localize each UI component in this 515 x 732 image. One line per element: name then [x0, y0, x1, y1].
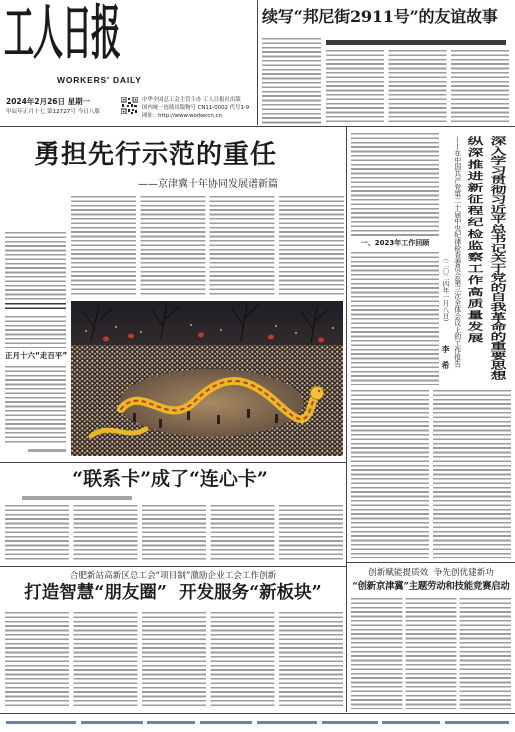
top-story-subheadline [326, 40, 506, 45]
article-body-text [5, 232, 66, 300]
footer-divider [0, 713, 515, 714]
masthead-logo: 工人日报 [4, 0, 120, 69]
masthead-divider-vertical [257, 0, 258, 125]
card-story-headline: “联系卡”成了“连心卡” [72, 468, 268, 490]
photo-caption-title: 正月十六“走百平” [5, 351, 68, 360]
dragon-dance-photo [71, 301, 343, 456]
article-body-text [351, 133, 439, 237]
article-body-text [262, 38, 321, 124]
lead-story-subheadline: ——京津冀十年协同发展谱新篇 [138, 179, 278, 190]
hefei-story-kicker: 合肥新站高新区总工会“项目制”激励企业工会工作创新 [69, 571, 277, 581]
article-body-text [71, 196, 344, 296]
card-story-byline [22, 496, 132, 500]
issue-number-line: 甲辰年正月十七 第12727号 今日八版 [6, 109, 101, 115]
footer-contact-info [6, 718, 509, 726]
photo-credit [28, 449, 66, 452]
section-divider [346, 562, 515, 563]
article-section-subheading [5, 303, 66, 312]
qr-code-icon [121, 97, 138, 114]
report-section-heading: 一、2023年工作回顾 [360, 239, 430, 247]
section-divider [0, 566, 346, 567]
article-body-text [326, 50, 509, 124]
masthead-english-name: WORKERS' DAILY [57, 75, 142, 85]
photo-caption-text [5, 366, 66, 445]
article-body-text [5, 316, 66, 348]
report-author: 李希 [441, 345, 450, 377]
hefei-story-headline: 打造智慧“朋友圈” 开发服务“新板块” [24, 583, 322, 603]
report-subtitle: ——在中国共产党第二十届中央纪律检查委员会第三次全体会议上的工作报告 [452, 136, 461, 368]
report-title-second: 纵深推进新征程纪检监察工作高质量发展 [465, 136, 484, 345]
column-divider-vertical [346, 127, 347, 712]
top-story-headline: 续写“邦尼街2911号”的友谊故事 [262, 7, 498, 26]
masthead-divider-horizontal [0, 126, 515, 127]
report-title-main: 深入学习贯彻习近平总书记关于党的自我革命的重要思想 [488, 136, 507, 380]
competition-story-kicker: 创新赋能提质效 争先创优建新功 [368, 568, 494, 578]
publisher-info: 中华全国总工会主管主办 工人日报社出版 [142, 97, 241, 103]
serial-number: 国内统一连续出版物号 CN11-0002 代号1-9 [142, 105, 250, 111]
article-body-text [5, 505, 343, 561]
report-date: （二〇二四年一月八日） [441, 255, 450, 326]
section-divider [0, 462, 346, 463]
lead-story-headline: 勇担先行示范的重任 [33, 140, 277, 170]
article-body-text [351, 252, 439, 385]
issue-date: 2024年2月26日 星期一 [6, 97, 91, 106]
dragon-head [311, 387, 324, 400]
article-body-text [351, 390, 511, 558]
website-address: 网址：http://www.workercn.cn [142, 113, 222, 119]
article-body-text [5, 612, 343, 709]
competition-story-headline: “创新京津冀”主题劳动和技能竞赛启动 [352, 581, 510, 592]
article-body-text [351, 598, 511, 709]
